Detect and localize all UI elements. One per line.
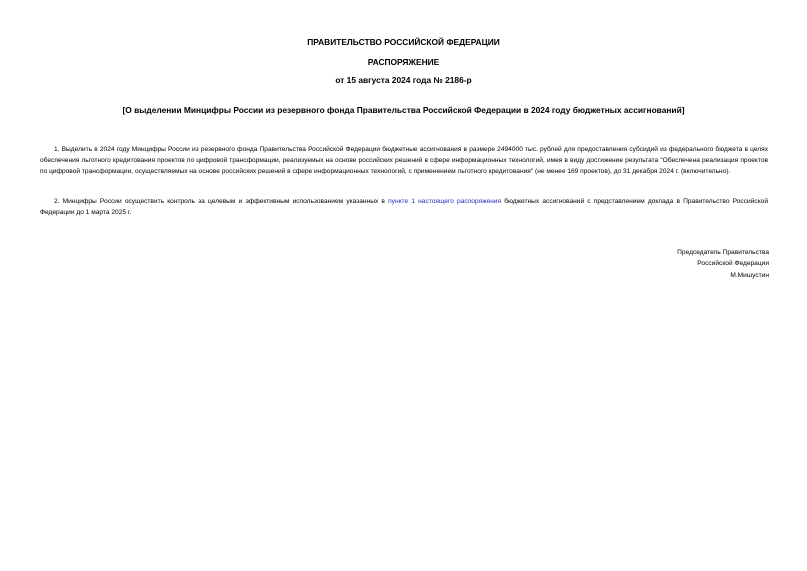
signature-position: Председатель Правительства bbox=[677, 249, 769, 256]
paragraph-2-text-after: бюджетных ассигнований с представлением доклада в Правительство Российской Федерации до 1 марта 2025 г. bbox=[40, 198, 768, 217]
signature-organization: Российской Федерации bbox=[697, 260, 769, 268]
signature-name: М.Мишустин bbox=[730, 271, 769, 279]
paragraph-1-reference-link[interactable]: пункте 1 настоящего распоряжения bbox=[388, 198, 502, 205]
document-title: [О выделении Минцифры России из резервного фонда Правительства Российской Федерации в 2024 году бюджетных ассигнований] bbox=[122, 105, 685, 115]
paragraph-1: 1. Выделить в 2024 году Минцифры России из резервного фонда Правительства Российской Федерации бюджетные ассигнования в размере 2494000 тыс. рублей для предоставления субсидий из федерального бюджета в целях обеспечения льготного кредитования проектов по цифровой трансформации, реализуемых на основе российских решений в сфере информационных технологий, имея в виду достижение результата "Обеспечена реализация проектов по цифровой трансформации, осуществляемых на основе российских решений в сфере информационных технологий, с применением льготного кредитования" (не менее 169 проектов), до 31 декабря 2024 г. (включительно). bbox=[40, 146, 768, 176]
document-type-heading: РАСПОРЯЖЕНИЕ bbox=[367, 57, 440, 67]
paragraph-2 bbox=[40, 196, 768, 218]
document-date-number: от 15 августа 2024 года № 2186-р bbox=[335, 75, 472, 85]
signature-block bbox=[677, 247, 769, 281]
paragraph-2-text-before: 2. Минцифры России осуществить контроль за целевым и эффективным использованием указанных в bbox=[54, 198, 389, 205]
government-heading: ПРАВИТЕЛЬСТВО РОССИЙСКОЙ ФЕДЕРАЦИИ bbox=[307, 37, 500, 47]
